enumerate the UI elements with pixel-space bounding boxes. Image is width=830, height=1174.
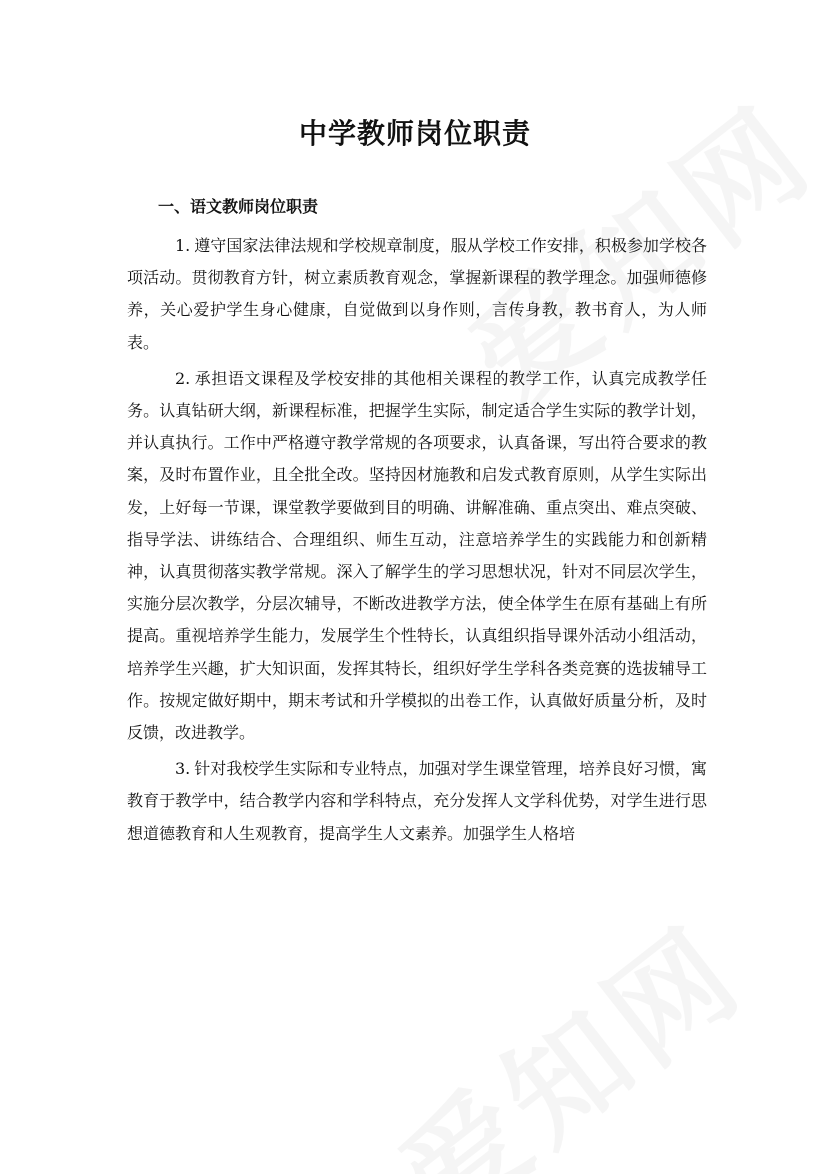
document-title: 中学教师岗位职责 [298,117,531,150]
paragraph-number: 3. [175,759,191,779]
paragraph [127,230,707,359]
paragraph-text: 针对我校学生实际和专业特点，加强对学生课堂管理，培养良好习惯，寓教育于教学中，结合教学内容和学科特点，充分发挥人文学科优势，对学生进行思想道德教育和人生观教育，提高学生人文素养。加强学生人格培 [127,759,707,843]
paragraph-number: 2. [175,368,191,388]
paragraph-number: 1. [175,236,191,255]
paragraph [127,753,707,850]
paragraph-text: 承担语文课程及学校安排的其他相关课程的教学工作，认真完成教学任务。认真钻研大纲，新课程标准，把握学生实际，制定适合学生实际的教学计划，并认真执行。工作中严格遵守教学常规的各项要求，认真备课，写出符合要求的教案，及时布置作业，且全批全改。坚持因材施教和启发式教育原则，从学生实际出发，上好每一节课，课堂教学要做到目的明确、讲解准确、重点突出、难点突破、指导学法、讲练结合、合理组织、师生互动，注意培养学生的实践能力和创新精神，认真贯彻落实教学常规。深入了解学生的学习思想状况，针对不同层次学生，实施分层次教学，分层次辅导，不断改进教学方法，使全体学生在原有基础上有所提高。重视培养学生能力，发展学生个性特长，认真组织指导课外活动小组活动，培养学生兴趣，扩大知识面，发挥其特长，组织好学生学科各类竞赛的选拔辅导工作。按规定做好期中，期末考试和升学模拟的出卷工作，认真做好质量分析，及时反馈，改进教学。 [127,368,707,743]
watermark [360,880,773,1174]
paragraph [127,363,707,749]
section-body [127,230,707,850]
section-heading: 一、语文教师岗位职责 [158,197,319,216]
paragraph-text: 遵守国家法律法规和学校规章制度，服从学校工作安排，积极参加学校各项活动。贯彻教育方针，树立素质教育观念，掌握新课程的教学理念。加强师德修养，关心爱护学生身心健康，自觉做到以身作则，言传身教，教书育人，为人师表。 [127,236,707,352]
